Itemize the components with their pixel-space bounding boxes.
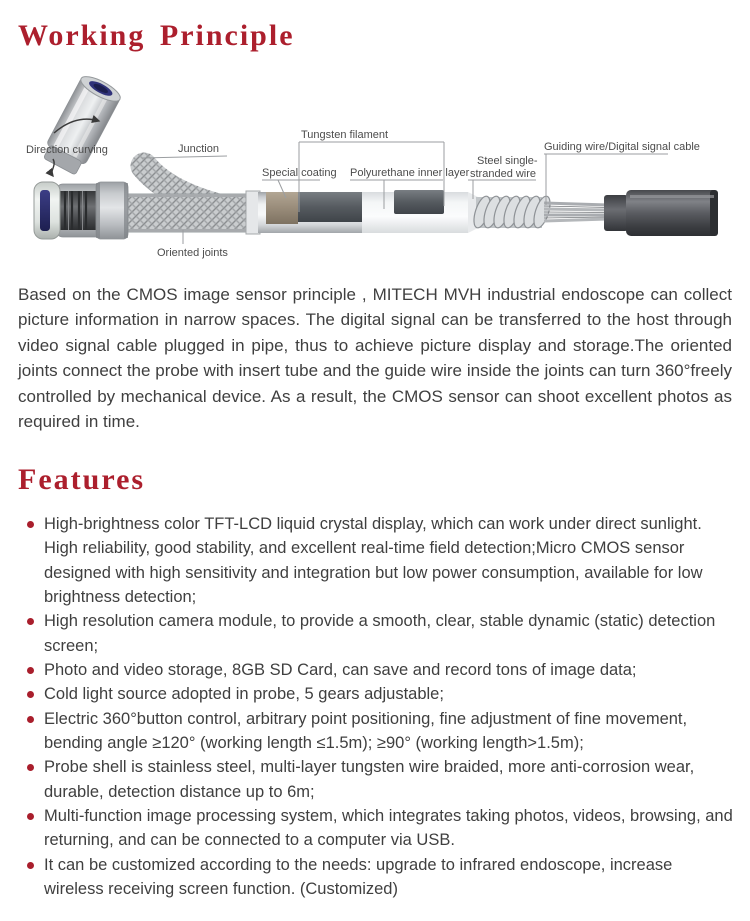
label-steel-wire-line2: stranded wire xyxy=(470,168,537,180)
label-polyurethane: Polyurethane inner layer xyxy=(350,167,470,179)
working-principle-paragraph: Based on the CMOS image sensor principle , MITECH MVH industrial endoscope can collect picture information in narrow spaces. The digital signal can be transferred to the host through video signal cable plugged in pipe, thus to achieve picture display and storage.The oriented joints connect the probe with insert tube and the guide wire inside the joints can turn 360°freely controlled by mechanical device. As a result, the CMOS sensor can shoot excellent photos as required in time. xyxy=(18,285,732,432)
tube-layers xyxy=(246,190,480,234)
steel-wire-coil xyxy=(471,194,554,229)
probe-collar xyxy=(96,182,128,239)
feature-bullet-item: Probe shell is stainless steel, multi-layer tungsten wire braided, more anti-corrosion wear, durable, detection distance up to 6m; xyxy=(18,755,734,804)
label-guiding-wire: Guiding wire/Digital signal cable xyxy=(544,141,700,153)
feature-bullet-item: Photo and video storage, 8GB SD Card, can save and record tons of image data; xyxy=(18,658,734,682)
features-title: Features xyxy=(18,463,146,496)
tungsten-band-left xyxy=(298,192,362,222)
special-coating-band xyxy=(266,192,298,224)
feature-bullet-item: High resolution camera module, to provide a smooth, clear, stable dynamic (static) detection screen; xyxy=(18,609,734,658)
cable-collar xyxy=(604,195,628,231)
tube-ring xyxy=(246,191,260,234)
label-steel-wire-line1: Steel single- xyxy=(477,155,538,167)
feature-bullet-item: Cold light source adopted in probe, 5 gears adjustable; xyxy=(18,682,734,706)
feature-bullet-item: High-brightness color TFT-LCD liquid crystal display, which can work under direct sunlight. High reliability, good stability, and excellent real-time field detection;Micro CMOS sensor designed with high sensitivity and integration but low power consumption, available for low brightness detection; xyxy=(18,512,734,609)
tungsten-band-right xyxy=(394,190,444,214)
tilted-probe xyxy=(40,72,124,177)
features-list xyxy=(18,512,734,902)
oriented-joints-braid xyxy=(116,194,248,232)
probe-head xyxy=(34,182,128,239)
label-oriented-joints: Oriented joints xyxy=(157,247,228,259)
feature-bullet-item: Electric 360°button control, arbitrary point positioning, fine adjustment of fine movement, bending angle ≥120° (working length ≤1.5m); ≥90° (working length>1.5m); xyxy=(18,707,734,756)
label-tungsten-filament: Tungsten filament xyxy=(301,129,389,141)
signal-cable xyxy=(604,190,718,236)
endoscope-diagram-svg xyxy=(0,72,750,277)
working-principle-title: Working Principle xyxy=(18,19,295,52)
endoscope-diagram xyxy=(0,72,750,277)
feature-bullet-item: Multi-function image processing system, which integrates taking photos, videos, browsing, and returning, and can be connected to a computer via USB. xyxy=(18,804,734,853)
camera-lens xyxy=(40,190,50,231)
feature-bullet-item: It can be customized according to the needs: upgrade to infrared endoscope, increase wireless receiving screen function. (Customized) xyxy=(18,853,734,902)
label-direction-curving: Direction curving xyxy=(26,144,108,156)
guiding-wires xyxy=(544,203,608,221)
label-special-coating: Special coating xyxy=(262,167,337,179)
label-junction: Junction xyxy=(178,143,219,155)
